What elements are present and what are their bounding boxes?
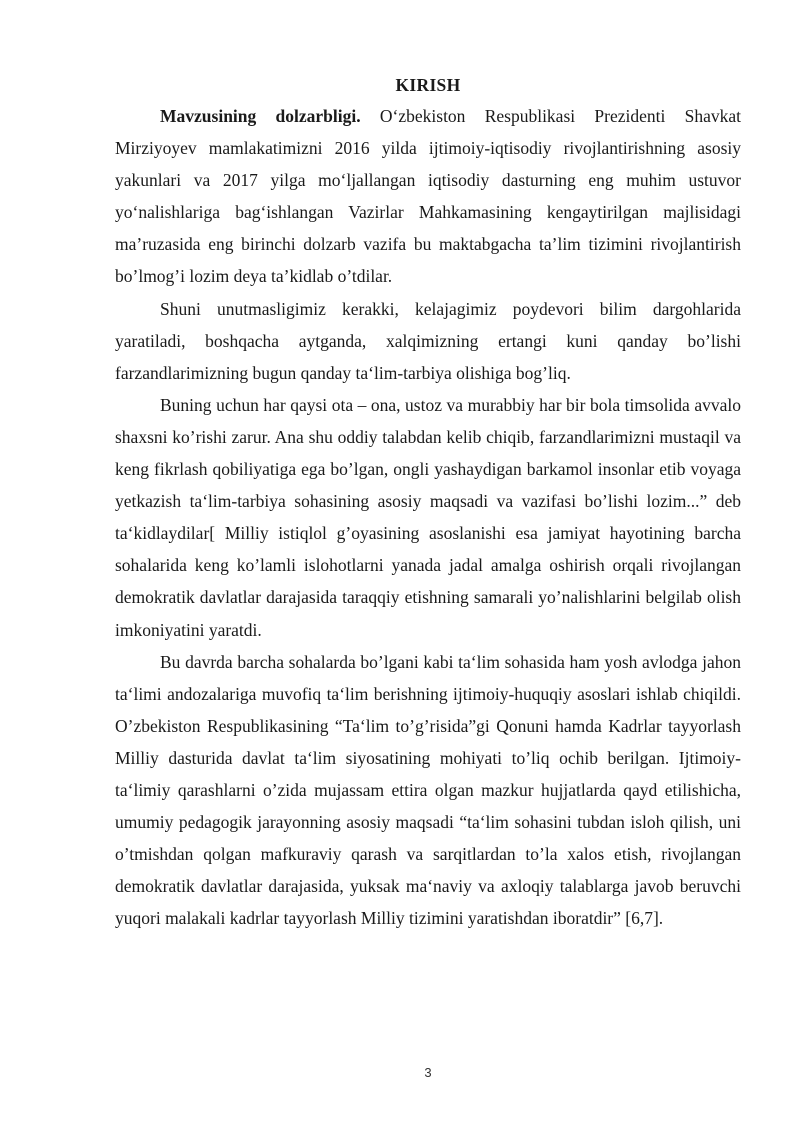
body-text (115, 100, 741, 934)
paragraph-text: Buning uchun har qaysi ota – ona, ustoz va murabbiy har bir bola timsolida avvalo shaxsni ko’rishi zarur. Ana shu oddiy talabdan kelib chiqib, farzandlarimizni mustaqil va keng fikrlash qobiliyatiga ega bo’lgan, ongli yashaydigan barkamol insonlar etib voyaga yetkazish ta‘lim-tarbiya sohasining asosiy maqsadi va vazifasi bo’lishi lozim...” deb ta‘kidlaydilar[ Milliy istiqlol g’oyasining asoslanishi esa jamiyat hayotining barcha sohalarida keng ko’lamli islohotlarni yanada jadal amalga oshirish orqali rivojlangan demokratik davlatlar darajasida taraqqiy etishning samarali yo’nalishlarini belgilab olish imkoniyatini yaratdi. (115, 394, 741, 640)
paragraph (115, 646, 741, 935)
page-number: 3 (424, 1065, 432, 1080)
paragraph (115, 293, 741, 389)
section-title: KIRISH (395, 75, 461, 95)
paragraph-text: Bu davrda barcha sohalarda bo’lgani kabi ta‘lim sohasida ham yosh avlodga jahon ta‘limi andozalariga muvofiq ta‘lim berishning ijtimoiy-huquqiy asoslari ishlab chiqildi. O’zbekiston Respublikasining “Ta‘lim to’g’risida”gi Qonuni hamda Kadrlar tayyorlash Milliy dasturida davlat ta‘lim siyosatining mohiyati to’liq ochib berilgan. Ijtimoiy-ta‘limiy qarashlarni o’zida mujassam ettira olgan mazkur hujjatlarda qayd etilishicha, umumiy pedagogik jarayonning asosiy maqsadi “ta‘lim sohasini tubdan isloh qilish, uni o’tmishdan qolgan mafkuraviy qarash va sarqitlardan to’la xalos etish, rivojlangan demokratik davlatlar darajasida, yuksak ma‘naviy va axloqiy talablarga javob beruvchi yuqori malakali kadrlar tayyorlash Milliy tizimini yaratishdan iboratdir” [6,7]. (115, 651, 741, 929)
paragraph (115, 389, 741, 646)
paragraph-text: Shuni unutmasligimiz kerakki, kelajagimiz poydevori bilim dargohlarida yaratiladi, boshqacha aytganda, xalqimizning ertangi kuni qanday bo’lishi farzandlarimizning bugun qanday ta‘lim-tarbiya olishiga bog’liq. (115, 298, 741, 383)
paragraph-text: O‘zbekiston Respublikasi Prezidenti Shavkat Mirziyoyev mamlakatimizni 2016 yilda ijtimoiy-iqtisodiy rivojlantirishning asosiy yakunlari va 2017 yilga mo‘ljallangan iqtisodiy dasturning eng muhim ustuvor yo‘nalishlariga bag‘ishlangan Vazirlar Mahkamasining kengaytirilgan majlisidagi ma’ruzasida eng birinchi dolzarb vazifa bu maktabgacha ta’lim tizimini rivojlantirish bo’lmog’i lozim deya ta’kidlab o’tdilar. (115, 106, 742, 287)
paragraph-lead: Mavzusining dolzarbligi. (160, 106, 361, 126)
paragraph-relevance (115, 100, 741, 293)
